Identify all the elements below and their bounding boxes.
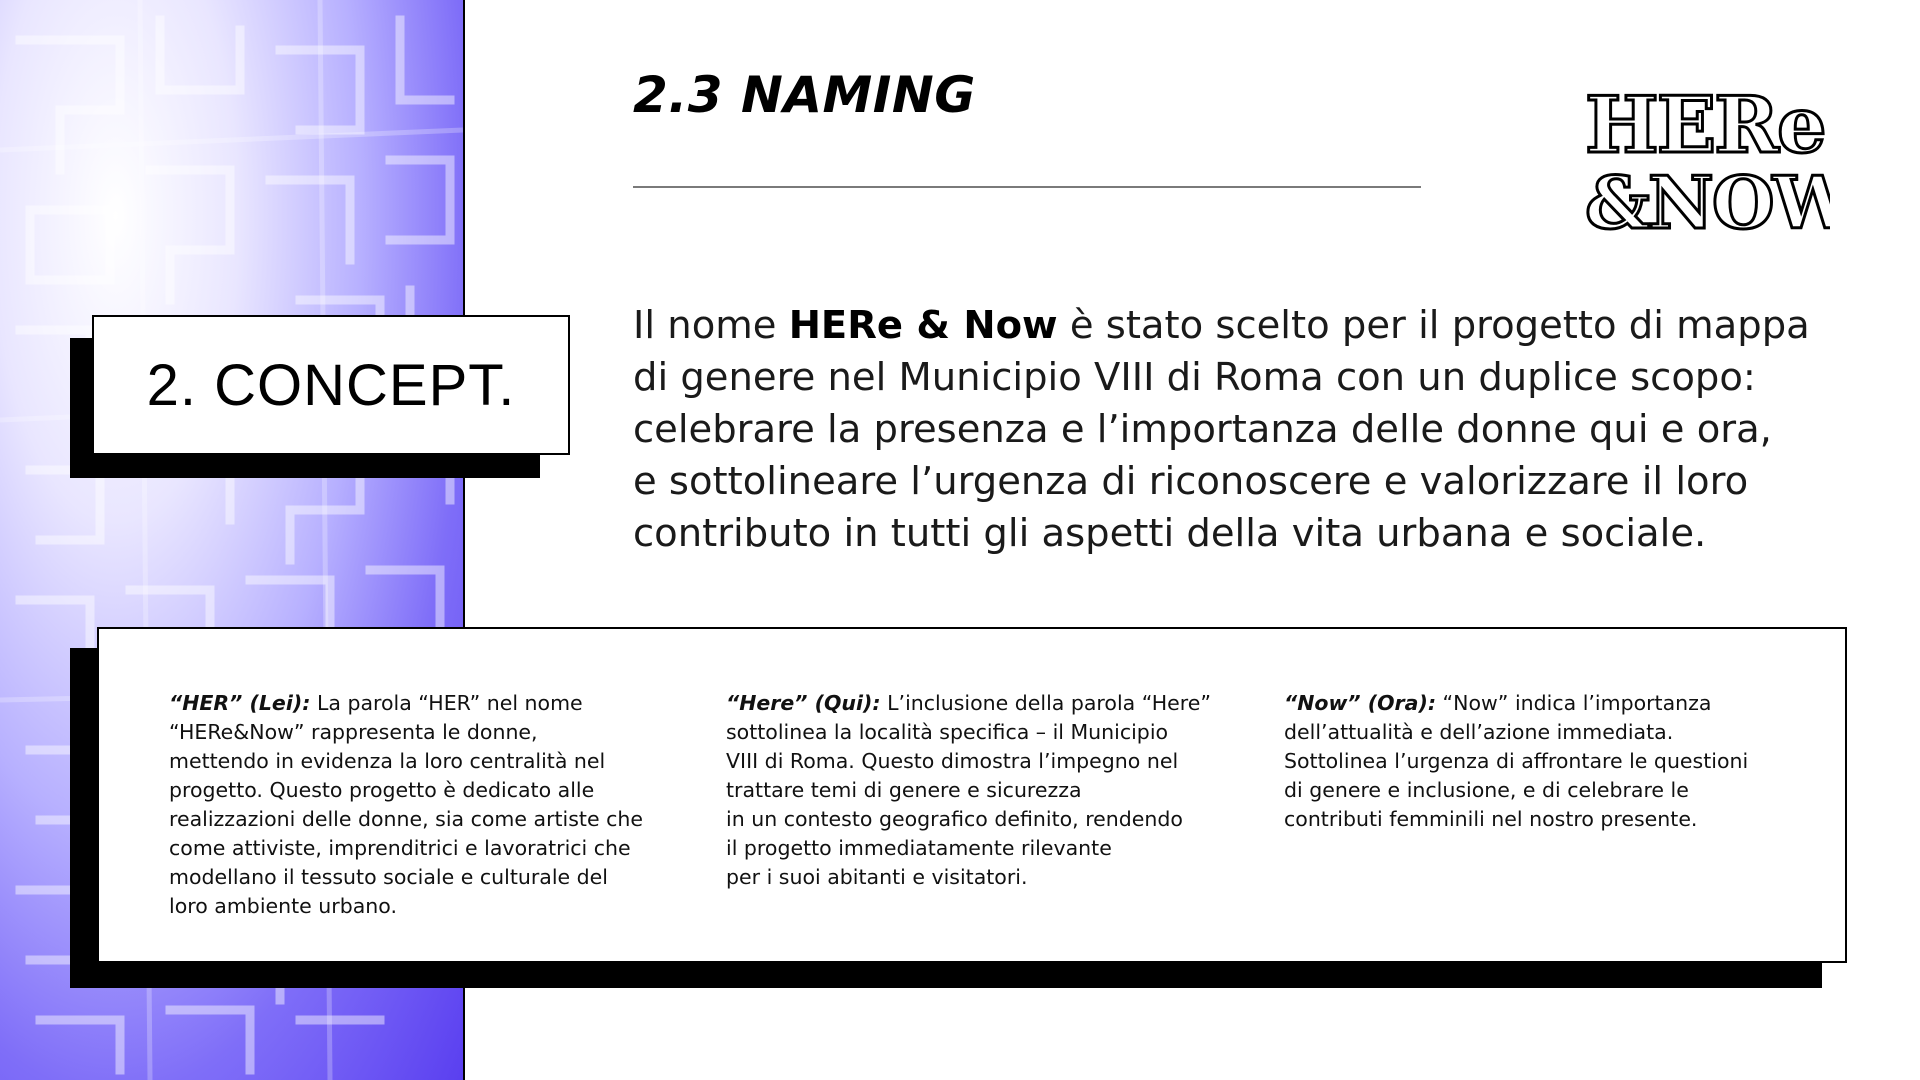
logo-line-2: &NOW <box>1585 160 1830 240</box>
column-line: mettendo in evidenza la loro centralità nel <box>169 749 606 773</box>
column-line: loro ambiente urbano. <box>169 894 397 918</box>
column-first-line <box>1284 689 1804 718</box>
intro-brand-name: HERe & Now <box>788 303 1058 348</box>
intro-prefix: Il nome <box>633 303 789 348</box>
concept-label: 2. CONCEPT. <box>146 352 516 418</box>
column-term: “Now” (Ora): <box>1284 691 1437 715</box>
here-now-logo <box>1580 80 1830 240</box>
intro-line-1 <box>633 300 1863 352</box>
title-divider <box>633 186 1421 188</box>
column-line: di genere e inclusione, e di celebrare le <box>1284 778 1689 802</box>
logo-line-1: HERe <box>1585 80 1825 171</box>
column-line: realizzazioni delle donne, sia come artiste che <box>169 807 643 831</box>
intro-line-1-rest: è stato scelto per il progetto di mappa <box>1057 303 1810 348</box>
column-line: modellano il tessuto sociale e culturale del <box>169 865 608 889</box>
column-term: “HER” (Lei): <box>169 691 311 715</box>
column-line: dell’attualità e dell’azione immediata. <box>1284 720 1674 744</box>
column-term: “Here” (Qui): <box>726 691 881 715</box>
column-her <box>169 689 689 921</box>
page-title: 2.3 NAMING <box>633 66 976 124</box>
column-line: VIII di Roma. Questo dimostra l’impegno nel <box>726 749 1179 773</box>
intro-line-2: di genere nel Municipio VIII di Roma con un duplice scopo: <box>633 355 1756 400</box>
column-first-line <box>726 689 1246 718</box>
info-box <box>97 627 1847 963</box>
column-first-rest: L’inclusione della parola “Here” <box>880 691 1211 715</box>
column-line: trattare temi di genere e sicurezza <box>726 778 1082 802</box>
column-line: progetto. Questo progetto è dedicato alle <box>169 778 595 802</box>
column-here <box>726 689 1246 892</box>
column-line: “HERe&Now” rappresenta le donne, <box>169 720 538 744</box>
intro-line-3: celebrare la presenza e l’importanza delle donne qui e ora, <box>633 407 1772 452</box>
column-line: in un contesto geografico definito, rendendo <box>726 807 1183 831</box>
column-line: il progetto immediatamente rilevante <box>726 836 1112 860</box>
concept-box <box>92 315 570 455</box>
intro-paragraph <box>633 300 1863 560</box>
intro-line-4: e sottolineare l’urgenza di riconoscere e valorizzare il loro <box>633 459 1749 504</box>
column-line: sottolinea la località specifica – il Municipio <box>726 720 1169 744</box>
column-now <box>1284 689 1804 834</box>
column-first-rest: “Now” indica l’importanza <box>1436 691 1712 715</box>
column-line: come attiviste, imprenditrici e lavoratrici che <box>169 836 631 860</box>
column-first-line <box>169 689 689 718</box>
column-line: contributi femminili nel nostro presente. <box>1284 807 1698 831</box>
intro-line-5: contributo in tutti gli aspetti della vita urbana e sociale. <box>633 511 1707 556</box>
column-first-rest: La parola “HER” nel nome <box>310 691 583 715</box>
column-line: per i suoi abitanti e visitatori. <box>726 865 1028 889</box>
column-line: Sottolinea l’urgenza di affrontare le questioni <box>1284 749 1749 773</box>
